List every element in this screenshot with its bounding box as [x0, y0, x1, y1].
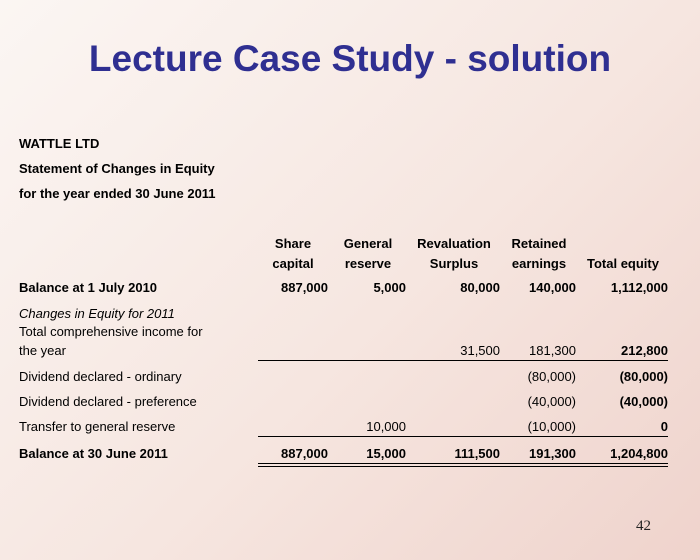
- cell-retained: (10,000): [527, 419, 576, 434]
- row-label: Balance at 1 July 2010: [19, 280, 158, 295]
- cell-reval: 80,000: [460, 280, 500, 295]
- row-label-line2: the year: [19, 343, 66, 358]
- cell-retained: 181,300: [529, 343, 576, 358]
- cell-total: 1,112,000: [610, 280, 668, 295]
- row-label: Dividend declared - preference: [19, 394, 197, 409]
- col-header-general-2: reserve: [344, 256, 392, 271]
- col-header-reval-2: Surplus: [429, 256, 479, 271]
- col-header-retained-2: earnings: [511, 256, 567, 271]
- col-header-general-1: General: [343, 236, 393, 251]
- row-divider: [258, 360, 668, 361]
- col-header-reval-1: Revaluation: [417, 236, 491, 251]
- row-label: Dividend declared - ordinary: [19, 369, 182, 384]
- company-name: WATTLE LTD: [19, 136, 100, 151]
- col-header-share-1: Share: [274, 236, 312, 251]
- row-label: Transfer to general reserve: [19, 419, 176, 434]
- cell-total: (80,000): [619, 369, 668, 384]
- cell-general: 10,000: [366, 419, 406, 434]
- cell-reval: 111,500: [454, 446, 500, 461]
- total-underline-1: [258, 463, 668, 464]
- page-number: 42: [636, 518, 651, 534]
- row-label-line1: Total comprehensive income for: [19, 324, 203, 339]
- col-header-total: Total equity: [587, 256, 659, 271]
- cell-retained: 191,300: [529, 446, 576, 461]
- changes-heading: Changes in Equity for 2011: [19, 306, 175, 321]
- col-header-retained-1: Retained: [511, 236, 567, 251]
- cell-reval: 31,500: [460, 343, 500, 358]
- total-underline-2: [258, 466, 668, 467]
- slide-title: Lecture Case Study - solution: [88, 38, 612, 79]
- cell-retained: (80,000): [527, 369, 576, 384]
- cell-general: 15,000: [366, 446, 406, 461]
- statement-period: for the year ended 30 June 2011: [19, 186, 216, 201]
- cell-total: 0: [660, 419, 668, 434]
- statement-title: Statement of Changes in Equity: [19, 161, 215, 176]
- cell-retained: 140,000: [529, 280, 576, 295]
- cell-share: 887,000: [281, 446, 328, 461]
- cell-general: 5,000: [373, 280, 406, 295]
- row-label: Balance at 30 June 2011: [19, 446, 168, 461]
- cell-total: 1,204,800: [610, 446, 668, 461]
- cell-retained: (40,000): [527, 394, 576, 409]
- cell-total: 212,800: [621, 343, 668, 358]
- subtotal-divider: [258, 436, 668, 437]
- cell-total: (40,000): [619, 394, 668, 409]
- col-header-share-2: capital: [272, 256, 314, 271]
- cell-share: 887,000: [281, 280, 328, 295]
